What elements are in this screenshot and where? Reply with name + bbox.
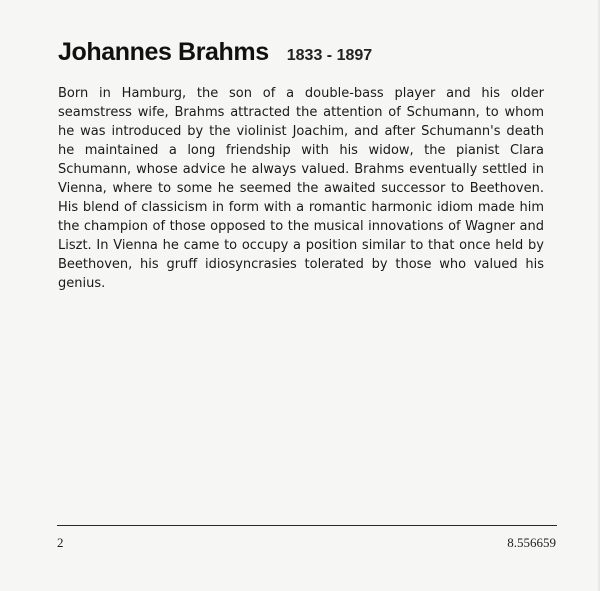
catalog-number: 8.556659	[507, 535, 556, 550]
composer-dates: 1833 - 1897	[286, 47, 373, 64]
page-number: 2	[57, 535, 64, 550]
composer-name: Johannes Brahms	[58, 38, 269, 66]
biography-paragraph: Born in Hamburg, the son of a double-bass player and his older seamstress wife, Brahms attracted the attention of Schumann, to whom he was introduced by the violinist Joachim, and after Schumann's death he maintained a long friendship with his widow, the pianist Clara Schumann, whose advice he always valued. Brahms eventually settled in Vienna, where to some he seemed the awaited successor to Beethoven. His blend of classicism in form with a romantic harmonic idiom made him the champion of those opposed to the musical innovations of Wagner and Liszt. In Vienna he came to occupy a position similar to that once held by Beethoven, his gruff idiosyncrasies tolerated by those who valued his genius.	[58, 86, 544, 291]
footer-divider	[57, 525, 557, 526]
title-row	[58, 38, 372, 67]
